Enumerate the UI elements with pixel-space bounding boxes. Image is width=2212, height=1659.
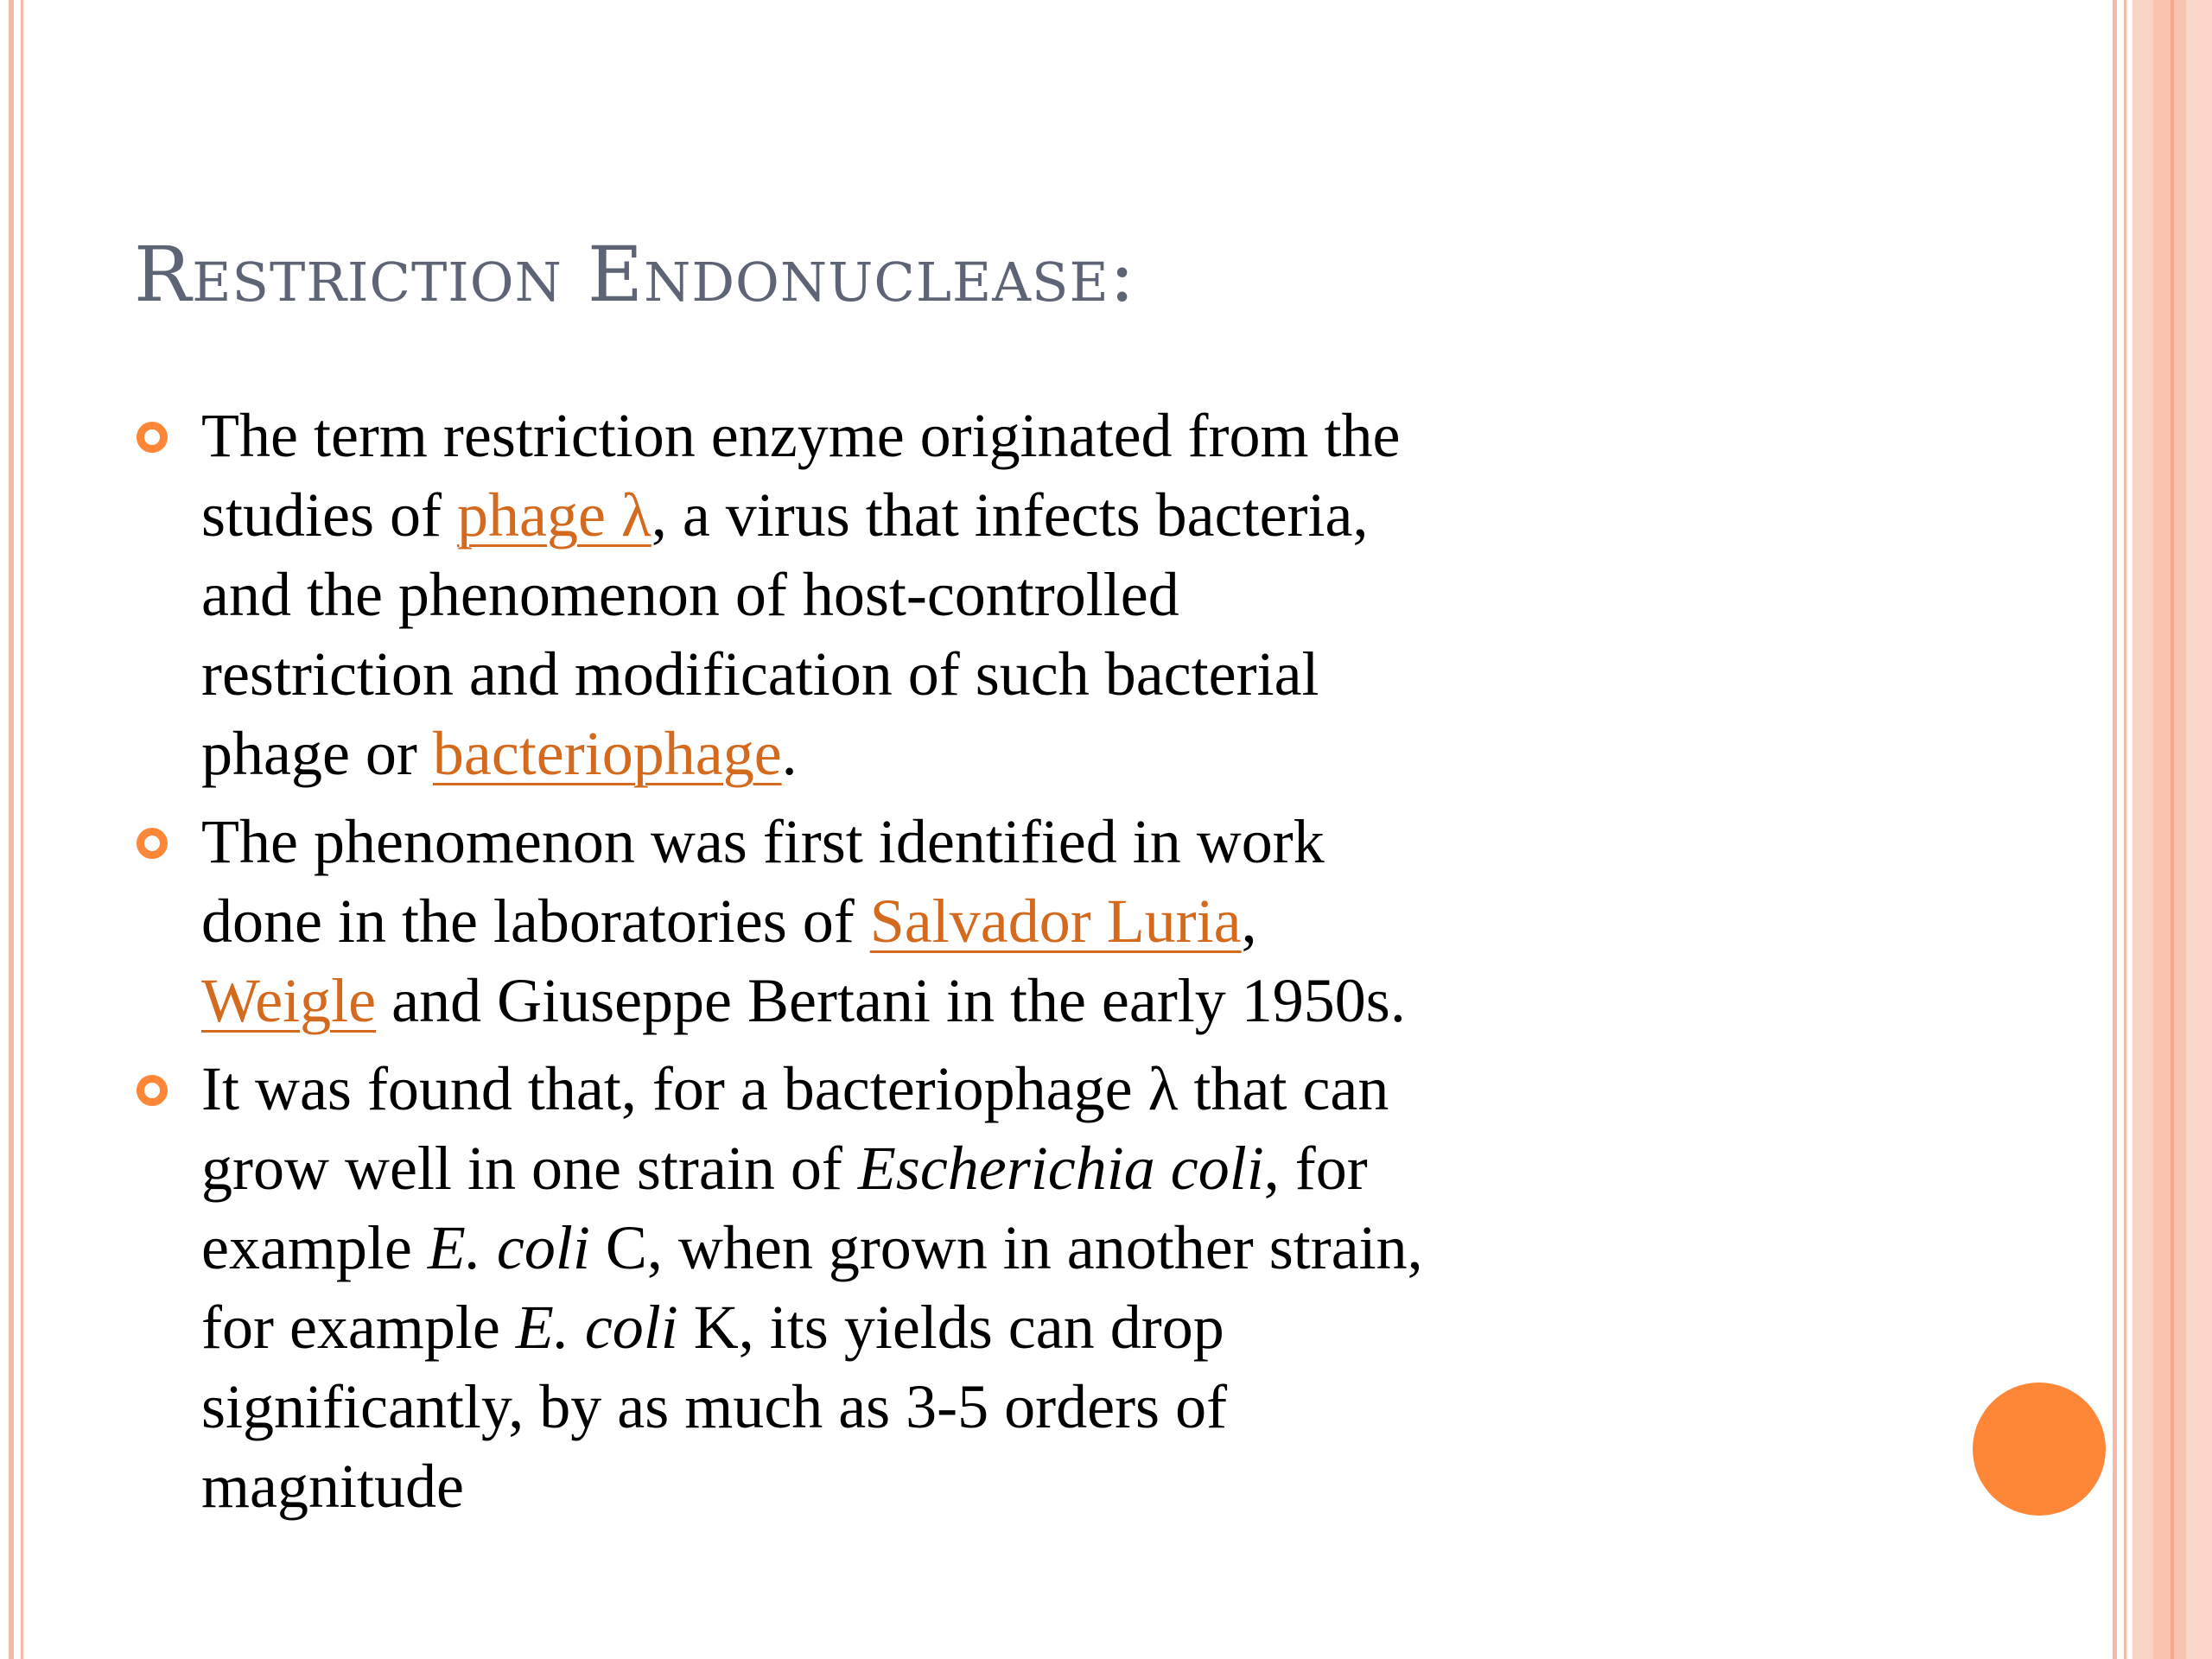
bullet-line: The term restriction enzyme originated from the [201, 401, 1401, 470]
bullet-item [130, 396, 1944, 793]
species-name: Escherichia coli [857, 1134, 1264, 1203]
right-border-line-thin [2124, 0, 2126, 1659]
bullet-text: example [201, 1213, 428, 1282]
bullet-text: . [781, 719, 798, 788]
bullet-line [201, 1287, 1944, 1367]
bacteriophage-link[interactable]: bacteriophage [432, 719, 782, 788]
right-border-band [2186, 0, 2212, 1659]
bullet-text: , for [1263, 1134, 1368, 1203]
bullet-text: and Giuseppe Bertani in the early 1950s. [376, 966, 1406, 1035]
right-border-separator [2171, 0, 2174, 1659]
bullet-ring-icon [137, 828, 168, 859]
bullet-text: grow well in one strain of [201, 1134, 858, 1203]
weigle-link[interactable]: Weigle [201, 966, 377, 1035]
bullet-text: K, its yields can drop [677, 1293, 1224, 1362]
slide-title: Restriction Endonuclease: [134, 230, 1136, 319]
bullet-text: done in the laboratories of [201, 887, 870, 956]
bullet-text: , a virus that infects bacteria, [651, 480, 1369, 550]
phage-lambda-link[interactable]: phage λ [456, 480, 652, 550]
right-border-band [2153, 0, 2186, 1659]
bullet-line: restriction and modification of such bacterial [201, 639, 1319, 709]
bullet-line [201, 1128, 1944, 1208]
decorative-circle [1973, 1382, 2106, 1516]
bullet-text: for example [201, 1293, 516, 1362]
bullet-line [201, 475, 1944, 555]
bullet-line: It was found that, for a bacteriophage λ that can [201, 1054, 1389, 1123]
bullet-line [201, 881, 1944, 961]
bullet-ring-icon [137, 1075, 168, 1106]
species-name: E. coli [427, 1213, 590, 1282]
bullet-list [130, 396, 1944, 1535]
salvador-luria-link[interactable]: Salvador Luria [869, 887, 1242, 956]
bullet-text: studies of [201, 480, 457, 550]
right-border-line [2113, 0, 2117, 1659]
bullet-line: and the phenomenon of host-controlled [201, 560, 1179, 629]
bullet-line: The phenomenon was first identified in work [201, 807, 1325, 876]
bullet-line [201, 1208, 1944, 1287]
bullet-item [130, 802, 1944, 1040]
bullet-text: , [1241, 887, 1257, 956]
right-border-band [2133, 0, 2153, 1659]
species-name: E. coli [515, 1293, 678, 1362]
bullet-text: C, when grown in another strain, [589, 1213, 1423, 1282]
bullet-line: magnitude [201, 1452, 464, 1521]
left-border-line-thin [21, 0, 23, 1659]
bullet-line [201, 714, 1944, 793]
bullet-text: phage or [201, 719, 433, 788]
left-border-line [9, 0, 14, 1659]
bullet-ring-icon [137, 422, 168, 453]
bullet-line: significantly, by as much as 3-5 orders of [201, 1372, 1228, 1441]
bullet-line [201, 961, 1944, 1040]
bullet-item [130, 1049, 1944, 1526]
